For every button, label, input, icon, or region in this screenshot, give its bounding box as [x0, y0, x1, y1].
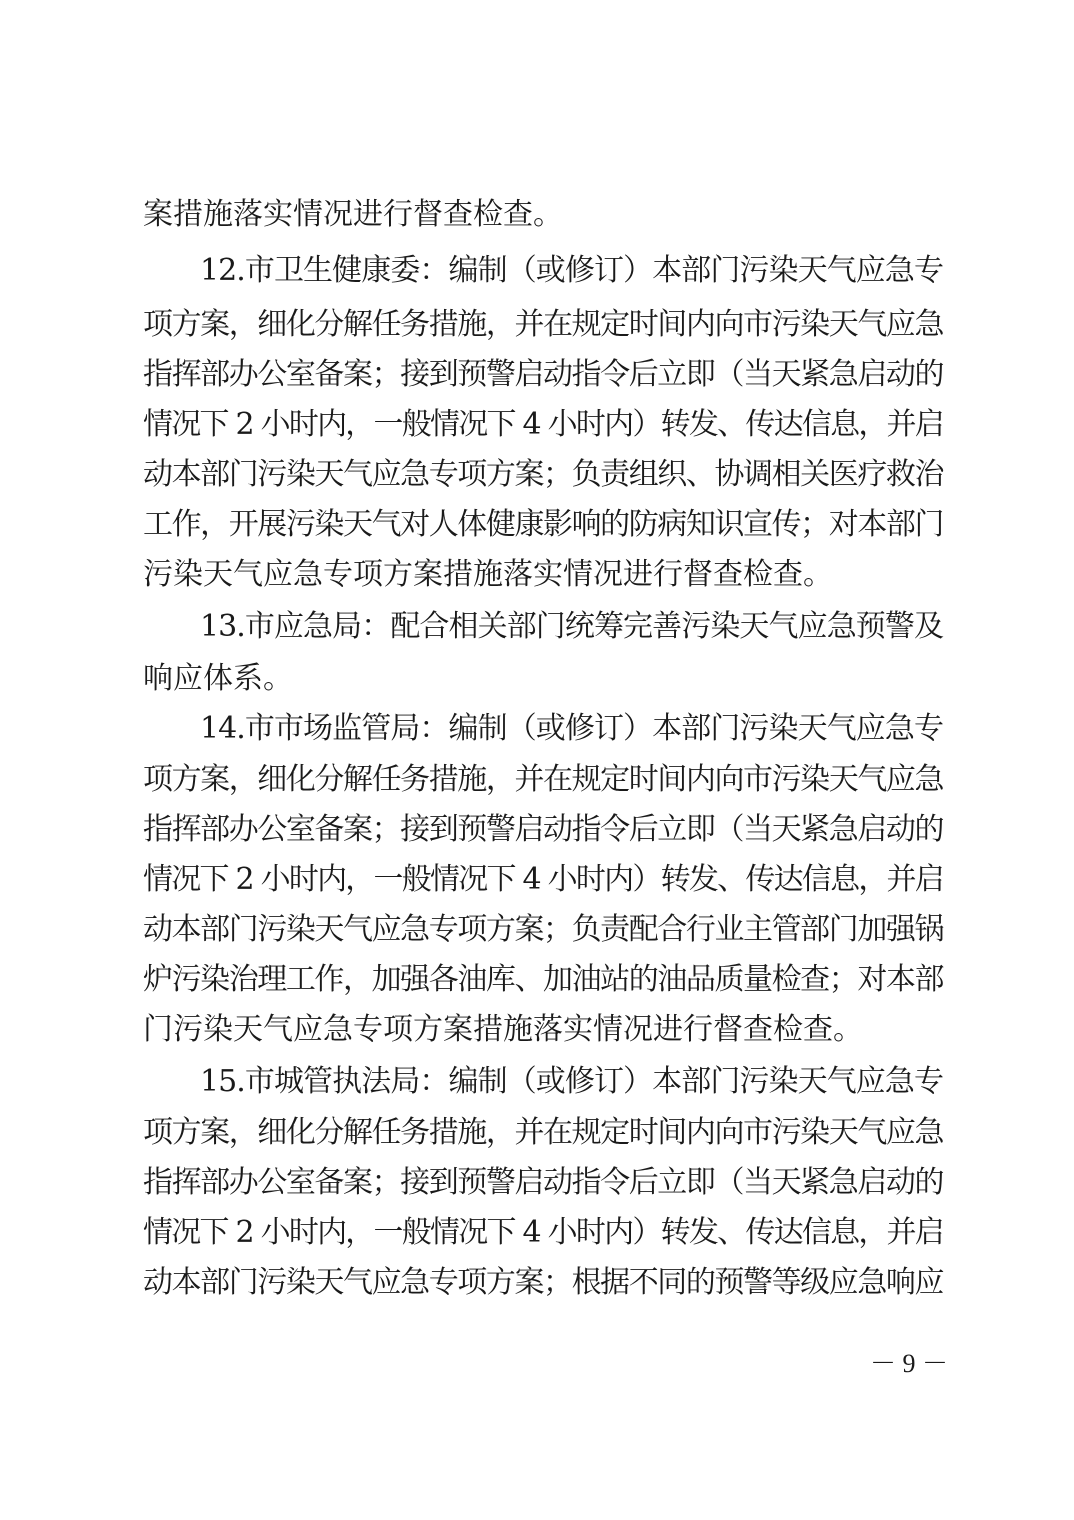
text-line: 13.市应急局：配合相关部门统筹完善污染天气应急预警及 — [200, 609, 943, 644]
text-line: 指挥部办公室备案；接到预警启动指令后立即（当天紧急启动的 — [143, 812, 943, 847]
text-line: 炉污染治理工作，加强各油库、加油站的油品质量检查；对本部 — [143, 962, 943, 997]
text-line: 案措施落实情况进行督查检查。 — [143, 197, 563, 232]
text-line: 动本部门污染天气应急专项方案；根据不同的预警等级应急响应 — [143, 1265, 943, 1300]
text-line: 指挥部办公室备案；接到预警启动指令后立即（当天紧急启动的 — [143, 357, 943, 392]
text-line: 情况下 2 小时内，一般情况下 4 小时内）转发、传达信息，并启 — [143, 407, 943, 442]
text-line: 15.市城管执法局：编制（或修订）本部门污染天气应急专 — [200, 1064, 943, 1099]
text-line: 门污染天气应急专项方案措施落实情况进行督查检查。 — [143, 1012, 863, 1047]
text-line: 动本部门污染天气应急专项方案；负责组织、协调相关医疗救治 — [143, 457, 943, 492]
text-line: 响应体系。 — [143, 661, 293, 696]
text-line: 14.市市场监管局：编制（或修订）本部门污染天气应急专 — [200, 711, 943, 746]
text-line: 12.市卫生健康委：编制（或修订）本部门污染天气应急专 — [200, 253, 943, 288]
text-line: 情况下 2 小时内，一般情况下 4 小时内）转发、传达信息，并启 — [143, 862, 943, 897]
text-line: 工作，开展污染天气对人体健康影响的防病知识宣传；对本部门 — [143, 507, 943, 542]
page-number: － 9 － — [870, 1349, 949, 1378]
text-line: 指挥部办公室备案；接到预警启动指令后立即（当天紧急启动的 — [143, 1165, 943, 1200]
text-line: 污染天气应急专项方案措施落实情况进行督查检查。 — [143, 557, 833, 592]
text-line: 项方案，细化分解任务措施，并在规定时间内向市污染天气应急 — [143, 1115, 943, 1150]
text-line: 动本部门污染天气应急专项方案；负责配合行业主管部门加强锅 — [143, 912, 943, 947]
text-line: 情况下 2 小时内，一般情况下 4 小时内）转发、传达信息，并启 — [143, 1215, 943, 1250]
text-line: 项方案，细化分解任务措施，并在规定时间内向市污染天气应急 — [143, 307, 943, 342]
text-line: 项方案，细化分解任务措施，并在规定时间内向市污染天气应急 — [143, 762, 943, 797]
